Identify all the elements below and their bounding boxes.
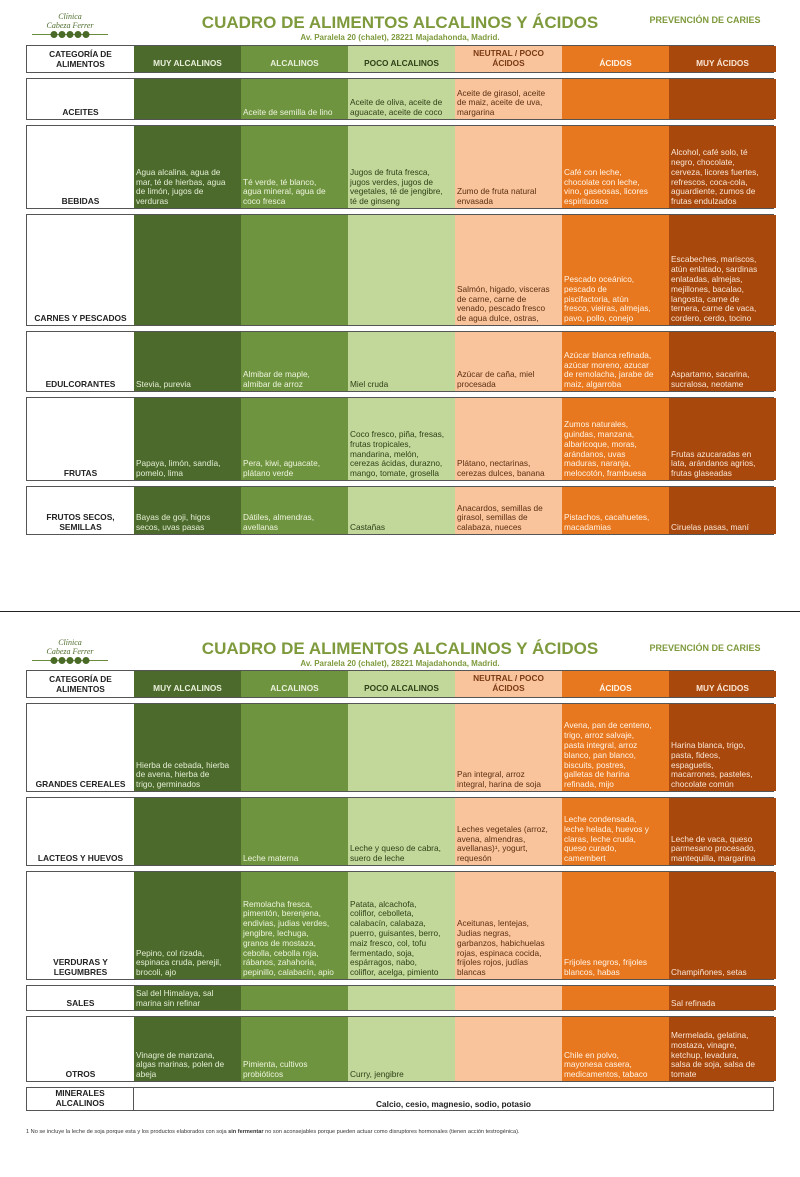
table-row — [26, 797, 774, 866]
cell-alcalinos: Dátiles, almendras, avellanas — [241, 487, 348, 534]
header-muy-acidos: MUY ÁCIDOS — [669, 671, 776, 697]
header-muy-alcalinos: MUY ALCALINOS — [134, 46, 241, 72]
cell-acidos — [562, 986, 669, 1010]
table-row — [26, 214, 774, 326]
cell-alcalinos — [241, 704, 348, 791]
cell-muy-acidos: Escabeches, mariscos, atún enlatado, sardinas enlatadas, almejas, mejillones, bacalao, langosta, carne de ternera, carne de vaca, cordero, cerdo, tocino — [669, 215, 776, 325]
cell-poco-alcalinos: Aceite de oliva, aceite de aguacate, aceite de coco — [348, 79, 455, 119]
cell-muy-acidos: Sal refinada — [669, 986, 776, 1010]
food-table — [26, 45, 774, 535]
cell-alcalinos: Pimienta, cultivos probióticos — [241, 1017, 348, 1081]
cell-muy-acidos: Alcohol, café solo, té negro, chocolate, cerveza, licores fuertes, refrescos, coca-cola, aguardiente, zumos de frutas endulzados — [669, 126, 776, 208]
cell-muy-acidos: Aspartamo, sacarina, sucralosa, neotame — [669, 332, 776, 391]
cell-muy-alcalinos: Vinagre de manzana, algas marinas, polen de abeja — [134, 1017, 241, 1081]
cell-poco-alcalinos — [348, 215, 455, 325]
logo-dots-icon — [32, 31, 108, 39]
table-body — [26, 78, 774, 535]
header-category: CATEGORÍA DE ALIMENTOS — [27, 46, 134, 72]
cell-neutral — [455, 986, 562, 1010]
table-row — [26, 985, 774, 1011]
table-row — [26, 486, 774, 535]
category-cell: SALES — [27, 986, 134, 1010]
category-cell: GRANDES CEREALES — [27, 704, 134, 791]
cell-acidos: Pistachos, cacahuetes, macadamias — [562, 487, 669, 534]
page-separator — [0, 611, 800, 612]
cell-acidos: Pescado oceánico, pescado de piscifactoria, atún fresco, vieiras, almejas, pavo, pollo, conejo — [562, 215, 669, 325]
cell-poco-alcalinos: Patata, alcachofa, coliflor, cebolleta, calabacín, calabaza, puerro, guisantes, berro, maiz fresco, col, tofu fermentado, soja, espárragos, nabo, coliflor, acelga, pimiento — [348, 872, 455, 979]
header-poco-alcalinos: POCO ALCALINOS — [348, 671, 455, 697]
cell-poco-alcalinos: Curry, jengibre — [348, 1017, 455, 1081]
cell-muy-alcalinos: Bayas de goji, higos secos, uvas pasas — [134, 487, 241, 534]
minerales-row — [26, 1087, 774, 1111]
header-neutral: NEUTRAL / POCO ÁCIDOS — [455, 671, 562, 697]
cell-alcalinos: Leche materna — [241, 798, 348, 865]
clinic-logo — [30, 12, 110, 39]
cell-muy-alcalinos: Agua alcalina, agua de mar, té de hierbas, agua de limón, jugos de verduras — [134, 126, 241, 208]
cell-muy-alcalinos: Papaya, limón, sandía, pomelo, lima — [134, 398, 241, 480]
table-row — [26, 78, 774, 120]
cell-muy-acidos: Leche de vaca, queso parmesano procesado, mantequilla, margarina — [669, 798, 776, 865]
cell-alcalinos: Té verde, té blanco, agua mineral, agua de coco fresca — [241, 126, 348, 208]
cell-neutral: Plátano, nectarinas, cerezas dulces, banana — [455, 398, 562, 480]
prevention-badge: PREVENCIÓN DE CARIES — [649, 643, 761, 653]
category-cell: OTROS — [27, 1017, 134, 1081]
table-body — [26, 703, 774, 1082]
header-category: CATEGORÍA DE ALIMENTOS — [27, 671, 134, 697]
category-cell: FRUTOS SECOS, SEMILLAS — [27, 487, 134, 534]
cell-alcalinos: Remolacha fresca, pimentón, berenjena, endivias, judias verdes, jengibre, lechuga, granos de mostaza, cebolla, cebolla roja, rábanos, zahahoria, pepinillo, calabacín, apio — [241, 872, 348, 979]
category-cell: LACTEOS Y HUEVOS — [27, 798, 134, 865]
cell-muy-alcalinos: Sal del Himalaya, sal marina sin refinar — [134, 986, 241, 1010]
cell-muy-alcalinos: Hierba de cebada, hierba de avena, hierba de trigo, germinados — [134, 704, 241, 791]
category-cell: BEBIDAS — [27, 126, 134, 208]
cell-alcalinos — [241, 986, 348, 1010]
cell-poco-alcalinos: Leche y queso de cabra, suero de leche — [348, 798, 455, 865]
clinic-logo — [30, 638, 110, 665]
cell-muy-alcalinos — [134, 215, 241, 325]
header-alcalinos: ALCALINOS — [241, 671, 348, 697]
table-row — [26, 1016, 774, 1082]
minerales-value: Calcio, cesio, magnesio, sodio, potasio — [376, 1099, 531, 1109]
cell-alcalinos: Aceite de semilla de lino — [241, 79, 348, 119]
cell-muy-alcalinos: Stevia, purevia — [134, 332, 241, 391]
cell-muy-alcalinos — [134, 798, 241, 865]
cell-muy-alcalinos: Pepino, col rizada, espinaca cruda, perejil, brocoli, ajo — [134, 872, 241, 979]
header-neutral: NEUTRAL / POCO ÁCIDOS — [455, 46, 562, 72]
food-table — [26, 670, 774, 1111]
header-muy-alcalinos: MUY ALCALINOS — [134, 671, 241, 697]
category-cell: VERDURAS Y LEGUMBRES — [27, 872, 134, 979]
cell-neutral: Leches vegetales (arroz, avena, almendras, avellanas)¹, yogurt, requesón — [455, 798, 562, 865]
cell-acidos: Azúcar blanca refinada, azúcar moreno, azucar de remolacha, jarabe de maiz, algarroba — [562, 332, 669, 391]
cell-acidos: Frijoles negros, frijoles blancos, habas — [562, 872, 669, 979]
page-title: CUADRO DE ALIMENTOS ALCALINOS Y ÁCIDOS — [201, 639, 599, 658]
cell-acidos: Avena, pan de centeno, trigo, arroz salvaje, pasta integral, arroz blanco, pan blanco, biscuits, postres, galletas de harina refinada, mijo — [562, 704, 669, 791]
cell-muy-acidos: Ciruelas pasas, maní — [669, 487, 776, 534]
cell-poco-alcalinos — [348, 986, 455, 1010]
category-cell: CARNES Y PESCADOS — [27, 215, 134, 325]
minerales-label: MINERALES ALCALINOS — [27, 1088, 134, 1110]
cell-acidos: Zumos naturales, guindas, manzana, albaricoque, moras, arándanos, uvas maduras, naranja, melocotón, frambuesa — [562, 398, 669, 480]
cell-acidos: Chile en polvo, mayonesa casera, medicamentos, tabaco — [562, 1017, 669, 1081]
cell-muy-acidos: Harina blanca, trigo, pasta, fideos, espaguetis, macarrones, pasteles, chocolate común — [669, 704, 776, 791]
header-poco-alcalinos: POCO ALCALINOS — [348, 46, 455, 72]
table-header — [26, 45, 774, 73]
header-acidos: ÁCIDOS — [562, 46, 669, 72]
header-acidos: ÁCIDOS — [562, 671, 669, 697]
logo-clinic-name: Cabeza Ferrer — [46, 21, 94, 30]
cell-muy-alcalinos — [134, 79, 241, 119]
logo-clinic-word: Clínica — [58, 638, 82, 647]
clinic-address: Av. Paralela 20 (chalet), 28221 Majadahonda, Madrid. — [300, 33, 500, 42]
prevention-badge: PREVENCIÓN DE CARIES — [649, 15, 761, 25]
logo-clinic-word: Clínica — [58, 12, 82, 21]
cell-muy-acidos: Champiñones, setas — [669, 872, 776, 979]
cell-neutral: Anacardos, semillas de girasol, semillas de calabaza, nueces — [455, 487, 562, 534]
cell-neutral: Aceitunas, lentejas, Judias negras, garbanzos, habichuelas rojas, espinaca cocida, frijoles rojos, judías blancas — [455, 872, 562, 979]
cell-poco-alcalinos: Coco fresco, piña, fresas, frutas tropicales, mandarina, melón, cerezas ácidas, durazno, mango, tomate, grosella — [348, 398, 455, 480]
header-muy-acidos: MUY ÁCIDOS — [669, 46, 776, 72]
cell-poco-alcalinos: Castañas — [348, 487, 455, 534]
cell-acidos — [562, 79, 669, 119]
logo-dots-icon — [32, 657, 108, 665]
cell-poco-alcalinos — [348, 704, 455, 791]
cell-acidos: Café con leche, chocolate con leche, vino, gaseosas, licores espirituosos — [562, 126, 669, 208]
table-row — [26, 331, 774, 392]
cell-poco-alcalinos: Miel cruda — [348, 332, 455, 391]
cell-muy-acidos — [669, 79, 776, 119]
cell-neutral: Salmón, higado, visceras de carne, carne de venado, pescado fresco de agua dulce, ostras, — [455, 215, 562, 325]
clinic-address: Av. Paralela 20 (chalet), 28221 Majadahonda, Madrid. — [300, 659, 500, 668]
cell-muy-acidos: Mermelada, gelatina, mostaza, vinagre, ketchup, levadura, salsa de soja, salsa de tomate — [669, 1017, 776, 1081]
table-row — [26, 397, 774, 481]
cell-neutral — [455, 1017, 562, 1081]
cell-neutral: Zumo de fruta natural envasada — [455, 126, 562, 208]
footnote: 1 No se incluye la leche de soja porque esta y los productos elaborados con soja sin fermentar no son aconsejables porque pueden actuar como disruptores hormonales (tienen acción testrogénica). — [26, 1129, 520, 1135]
table-header — [26, 670, 774, 698]
page-title: CUADRO DE ALIMENTOS ALCALINOS Y ÁCIDOS — [201, 13, 599, 32]
page-2 — [0, 624, 800, 1177]
logo-clinic-name: Cabeza Ferrer — [46, 647, 94, 656]
cell-acidos: Leche condensada, leche helada, huevos y claras, leche cruda, queso curado, camembert — [562, 798, 669, 865]
cell-neutral: Pan integral, arroz integral, harina de soja — [455, 704, 562, 791]
table-row — [26, 871, 774, 980]
cell-alcalinos: Almibar de maple, almibar de arroz — [241, 332, 348, 391]
cell-poco-alcalinos: Jugos de fruta fresca, jugos verdes, jugos de vegetales, té de jengibre, té de ginseng — [348, 126, 455, 208]
category-cell: EDULCORANTES — [27, 332, 134, 391]
cell-neutral: Aceite de girasol, aceite de maiz, aceite de uva, margarina — [455, 79, 562, 119]
header-alcalinos: ALCALINOS — [241, 46, 348, 72]
table-row — [26, 703, 774, 792]
cell-alcalinos: Pera, kiwi, aguacate, plátano verde — [241, 398, 348, 480]
table-row — [26, 125, 774, 209]
cell-muy-acidos: Frutas azucaradas en lata, arándanos agrios, frutas glaseadas — [669, 398, 776, 480]
category-cell: FRUTAS — [27, 398, 134, 480]
cell-neutral: Azúcar de caña, miel procesada — [455, 332, 562, 391]
category-cell: ACEITES — [27, 79, 134, 119]
cell-alcalinos — [241, 215, 348, 325]
